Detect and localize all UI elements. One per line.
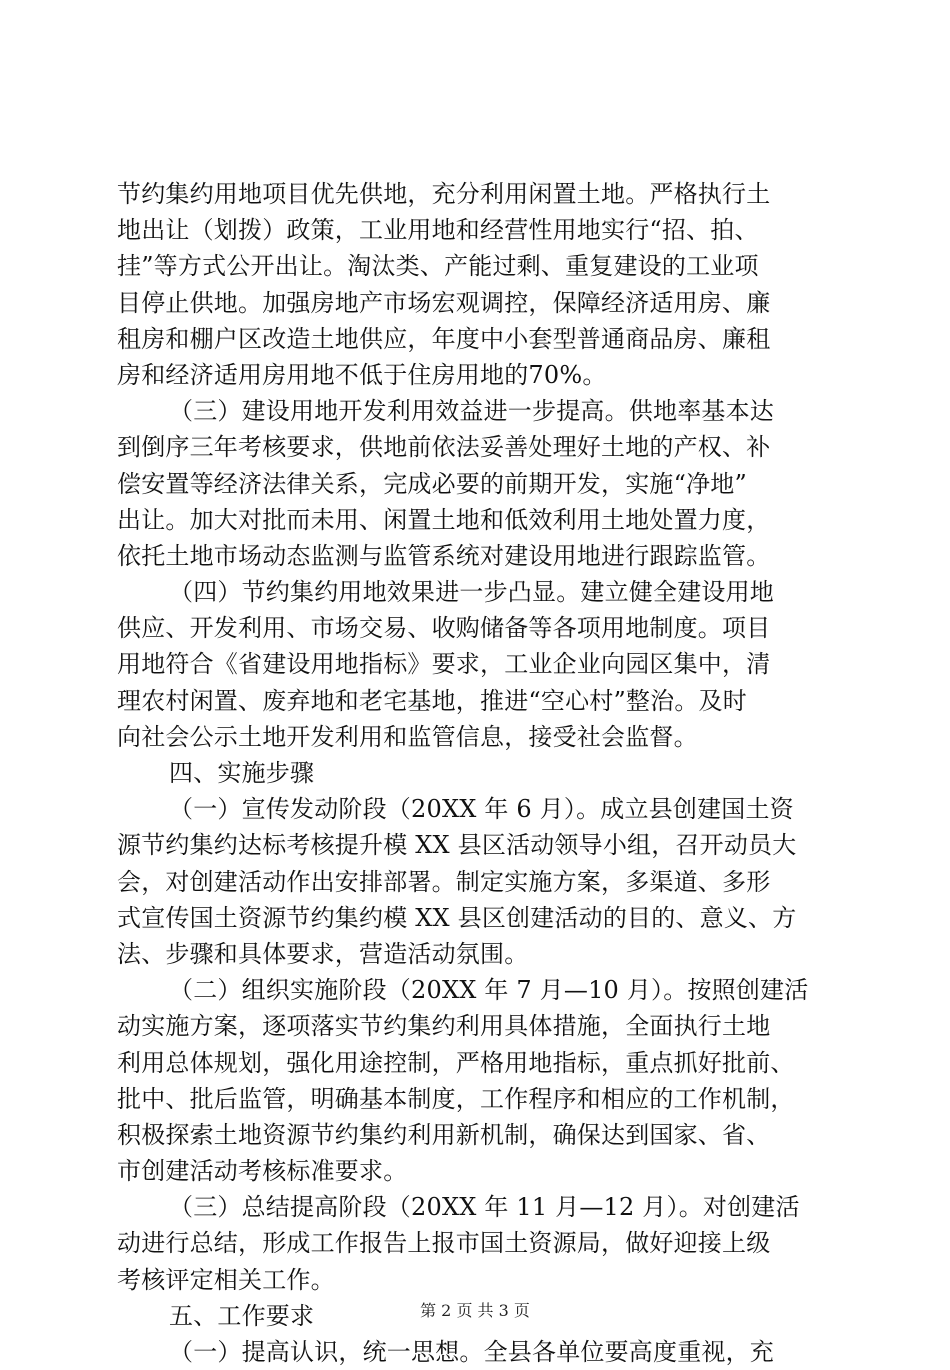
text-line: 节约集约用地项目优先供地，充分利用闲置土地。严格执行土 (117, 180, 771, 208)
text-line: 用地符合《省建设用地指标》要求，工业企业向园区集中，清 (117, 650, 771, 679)
text-line: 向社会公示土地开发利用和监管信息，接受社会监督。 (117, 722, 698, 751)
page-footer: 第 2 页 共 3 页 (420, 1301, 530, 1320)
text-line: 动实施方案，逐项落实节约集约利用具体措施，全面执行土地 (117, 1012, 771, 1041)
text-line: 租房和棚户区改造土地供应，年度中小套型普通商品房、廉租 (117, 324, 771, 353)
text-line: 依托土地市场动态监测与监管系统对建设用地进行跟踪监管。 (117, 541, 771, 570)
text-line: 偿安置等经济法律关系，完成必要的前期开发，实施“净地” (117, 469, 747, 498)
text-line: 出让。加大对批而未用、闲置土地和低效利用土地处置力度， (117, 505, 771, 534)
text-line: 四、实施步骤 (169, 759, 315, 787)
text-line: 利用总体规划，强化用途控制，严格用地指标，重点抓好批前、 (117, 1048, 795, 1077)
text-line: 会，对创建活动作出安排部署。制定实施方案，多渠道、多形 (117, 867, 771, 896)
text-line: 目停止供地。加强房地产市场宏观调控，保障经济适用房、廉 (117, 288, 771, 317)
text-line: （四）节约集约用地效果进一步凸显。建立健全建设用地 (169, 578, 774, 607)
text-line: 考核评定相关工作。 (117, 1265, 335, 1294)
text-line: （一）提高认识，统一思想。全县各单位要高度重视，充 (169, 1338, 774, 1366)
text-line: 房和经济适用房用地不低于住房用地的70%。 (117, 360, 607, 389)
text-line: 积极探索土地资源节约集约利用新机制，确保达到国家、省、 (117, 1120, 771, 1149)
text-line: 批中、批后监管，明确基本制度，工作程序和相应的工作机制， (117, 1084, 795, 1113)
text-line: 五、工作要求 (169, 1301, 315, 1330)
text-line: （三）建设用地开发利用效益进一步提高。供地率基本达 (169, 397, 774, 426)
text-line: 动进行总结，形成工作报告上报市国土资源局，做好迎接上级 (117, 1229, 771, 1258)
text-line: 式宣传国土资源节约集约模 XX 县区创建活动的目的、意义、方 (117, 903, 797, 932)
text-line: 供应、开发利用、市场交易、收购储备等各项用地制度。项目 (117, 614, 771, 643)
text-line: （三）总结提高阶段（20XX 年 11 月—12 月）。对创建活 (169, 1193, 800, 1222)
text-line: 理农村闲置、废弃地和老宅基地，推进“空心村”整治。及时 (117, 686, 747, 715)
text-line: 挂”等方式公开出让。淘汰类、产能过剩、重复建设的工业项 (117, 252, 759, 281)
text-line: （一）宣传发动阶段（20XX 年 6 月）。成立县创建国土资 (169, 795, 794, 824)
text-line: 市创建活动考核标准要求。 (117, 1157, 408, 1186)
text-line: （二）组织实施阶段（20XX 年 7 月—10 月）。按照创建活 (169, 976, 809, 1005)
text-line: 法、步骤和具体要求，营造活动氛围。 (117, 939, 529, 968)
text-line: 到倒序三年考核要求，供地前依法妥善处理好土地的产权、补 (117, 433, 771, 462)
text-line: 源节约集约达标考核提升模 XX 县区活动领导小组，召开动员大 (117, 831, 797, 860)
text-line: 地出让（划拨）政策，工业用地和经营性用地实行“招、拍、 (117, 216, 759, 245)
document-body (117, 176, 837, 1370)
